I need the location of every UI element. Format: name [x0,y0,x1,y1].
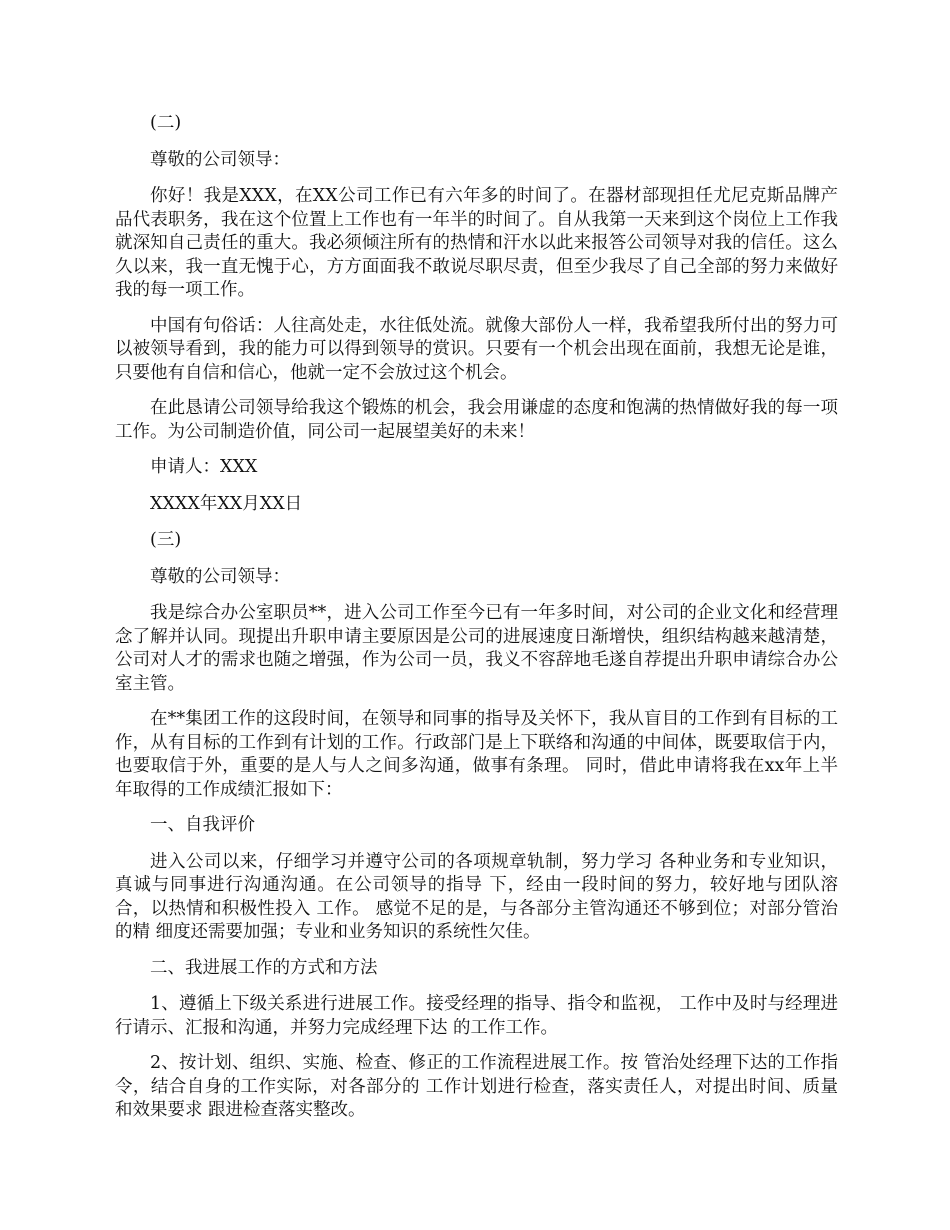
body-paragraph: 你好！我是XXX，在XX公司工作已有六年多的时间了。在器材部现担任尤尼克斯品牌产品代表职务，我在这个位置上工作也有一年半的时间了。自从我第一天来到这个岗位上工作我就深知自己责任的重大。我必须倾注所有的热情和汗水以此来报答公司领导对我的信任。这么久以来，我一直无愧于心，方方面面我不敢说尽职尽责，但至少我尽了自己全部的努力来做好我的每一项工作。 [115,186,838,300]
numbered-item: 2、按计划、组织、实施、检查、修正的工作流程进展工作。按 管治处经理下达的工作指令，结合自身的工作实际，对各部分的 工作计划进行检查，落实责任人，对提出时间、质量和效果要求 跟进检查落实整改。 [115,1053,838,1120]
section-heading-3: (三) [150,530,182,550]
body-paragraph: 我是综合办公室职员**，进入公司工作至今已有一年多时间，对公司的企业文化和经营理念了解并认同。现提出升职申请主要原因是公司的进展速度日渐增快，组织结构越来越清楚，公司对人才的需求也随之增强，作为公司一员，我义不容辞地毛遂自荐提出升职申请综合办公室主管。 [115,603,838,694]
date-line: XXXX年XX月XX日 [150,493,303,514]
subheading-work-methods: 二、我进展工作的方式和方法 [150,957,378,978]
body-paragraph: 在**集团工作的这段时间，在领导和同事的指导及关怀下，我从盲目的工作到有目标的工作，从有目标的工作到有计划的工作。行政部门是上下联络和沟通的中间体，既要取信于内，也要取信于外，重要的是人与人之间多沟通，做事有条理。 同时，借此申请将我在xx年上半年取得的工作成绩汇报如下： [115,709,838,800]
body-paragraph: 在此恳请公司领导给我这个锻炼的机会，我会用谦虚的态度和饱满的热情做好我的每一项工作。为公司制造价值，同公司一起展望美好的未来！ [115,398,838,442]
body-paragraph: 进入公司以来，仔细学习并遵守公司的各项规章轨制，努力学习 各种业务和专业知识，真诚与同事进行沟通沟通。在公司领导的指导 下，经由一段时间的努力，较好地与团队溶合，以热情和积极性投入 工作。 感觉不足的是，与各部分主管沟通还不够到位；对部分管治的精 细度还需要加强；专业和业务知识的系统性欠佳。 [115,851,838,942]
subheading-self-evaluation: 一、自我评价 [150,815,255,835]
salutation: 尊敬的公司领导： [150,566,290,587]
numbered-item: 1、遵循上下级关系进行进展工作。接受经理的指导、指令和监视， 工作中及时与经理进行请示、汇报和沟通，并努力完成经理下达 的工作工作。 [115,994,838,1038]
body-paragraph: 中国有句俗话：人往高处走，水往低处流。就像大部份人一样，我希望我所付出的努力可以被领导看到，我的能力可以得到领导的赏识。只要有一个机会出现在面前，我想无论是谁，只要他有自信和信心，他就一定不会放过这个机会。 [115,315,838,383]
section-heading-2: (二) [150,113,182,133]
document-page [115,112,838,1135]
applicant-line: 申请人：XXX [150,457,258,477]
salutation: 尊敬的公司领导： [150,149,290,170]
